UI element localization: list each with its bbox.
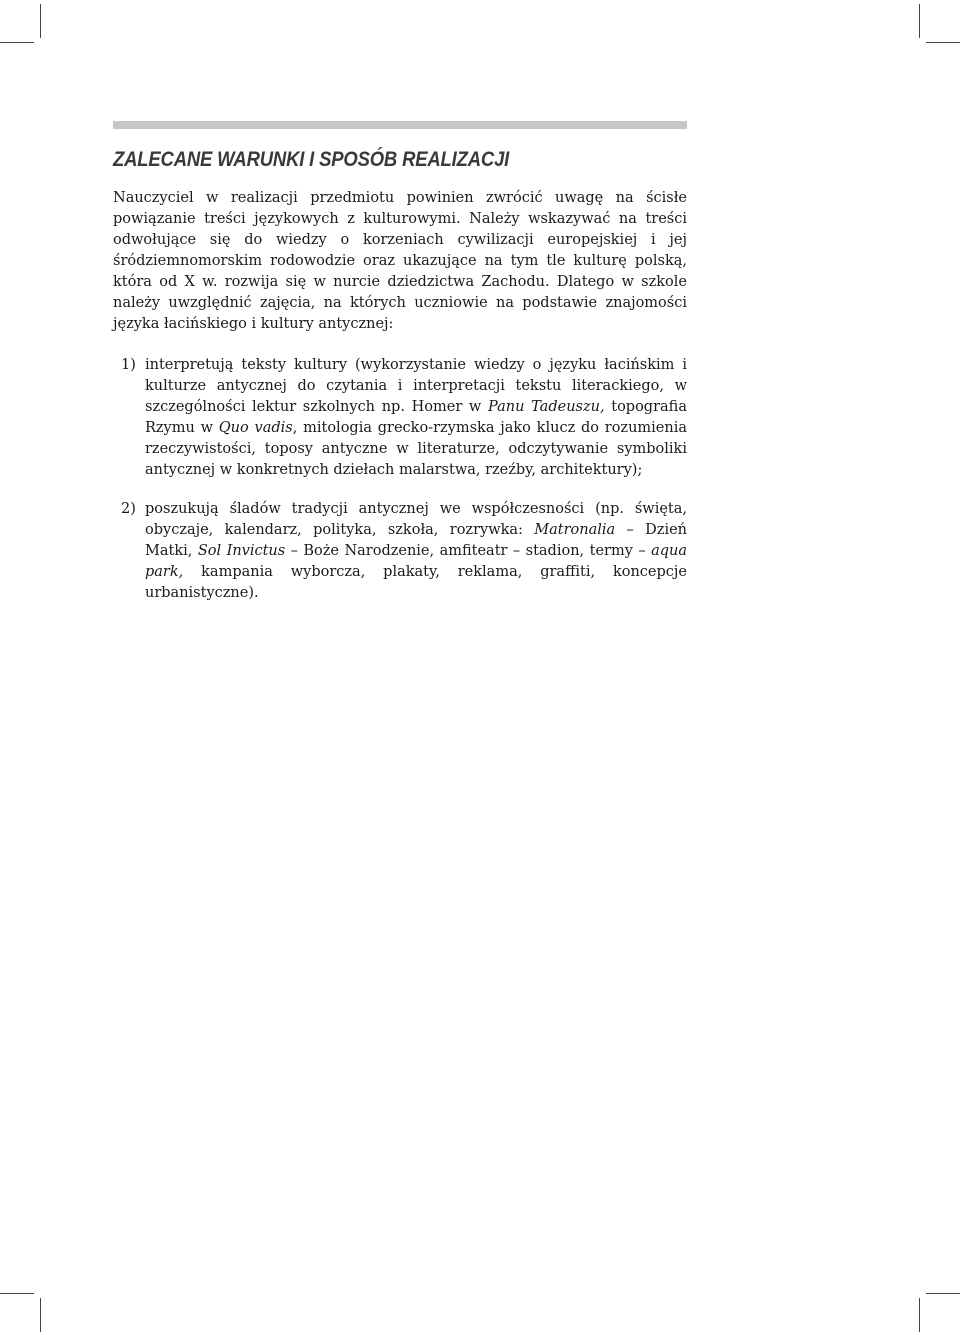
work-title: Quo vadis [218,420,293,436]
list-item-text: – Boże Narodzenie, amfiteatr – stadion, termy – [285,543,652,559]
list-item-number: 1) [121,357,136,373]
latin-term: Sol Invictus [197,543,286,559]
list-item-number: 2) [121,501,136,517]
list-item-text: poszukują śladów tradycji antycznej we współczesności (np. święta, obyczaje, kalendarz, polityka, szkoła, rozrywka: [145,501,687,538]
section-heading: ZALECANE WARUNKI I SPOSÓB REALIZACJI [113,148,510,171]
intro-paragraph: Nauczyciel w realizacji przedmiotu powinien zwrócić uwagę na ścisłe powiązanie treści językowych z kulturowymi. Należy wskazywać na treści odwołujące się do wiedzy o korzeniach cywilizacji europejskiej i jej śródziemnomorskim rodowodzie oraz ukazujące na tym tle kulturę polską, która od X w. rozwija się w nurcie dziedzictwa Zachodu. Dlatego w szkole należy uwzględnić zajęcia, na których uczniowie na podstawie znajomości języka łacińskiego i kultury antycznej: [113,190,687,332]
list-item-text: interpretują teksty kultury (wykorzystanie wiedzy o języku łacińskim i kulturze antycznej do czytania i interpretacji tekstu literackiego, w szczególności lektur szkolnych np. Homer w [145,357,687,415]
crop-mark-top-right-horizontal [926,42,960,43]
points-list [113,355,687,604]
latin-term: Matronalia [534,522,616,538]
list-item-text: , mitologia grecko-rzymska jako klucz do rozumienia rzeczywistości, toposy antyczne w literaturze, odczytywanie symboliki antycznej w konkretnych dziełach malarstwa, rzeźby, architektury); [145,420,687,478]
crop-mark-bottom-right-horizontal [926,1293,960,1294]
section-body [113,188,687,622]
list-item-text: kampania wyborcza, plakaty, reklama, graffiti, koncepcje urbanistyczne). [145,564,687,601]
crop-mark-top-left-vertical [40,4,41,38]
crop-mark-top-left-horizontal [0,42,34,43]
list-item [113,355,687,481]
crop-mark-bottom-right-vertical [919,1298,920,1332]
list-item-text: – Dzień Matki, [145,522,688,559]
list-item [113,499,687,604]
latin-term: aqua park, [145,543,687,580]
list-item-text: topografia Rzymu w [145,399,687,436]
work-title: Panu Tadeuszu, [488,399,605,415]
crop-mark-bottom-left-vertical [40,1298,41,1332]
section-top-rule [113,121,687,129]
crop-mark-bottom-left-horizontal [0,1293,34,1294]
crop-mark-top-right-vertical [919,4,920,38]
